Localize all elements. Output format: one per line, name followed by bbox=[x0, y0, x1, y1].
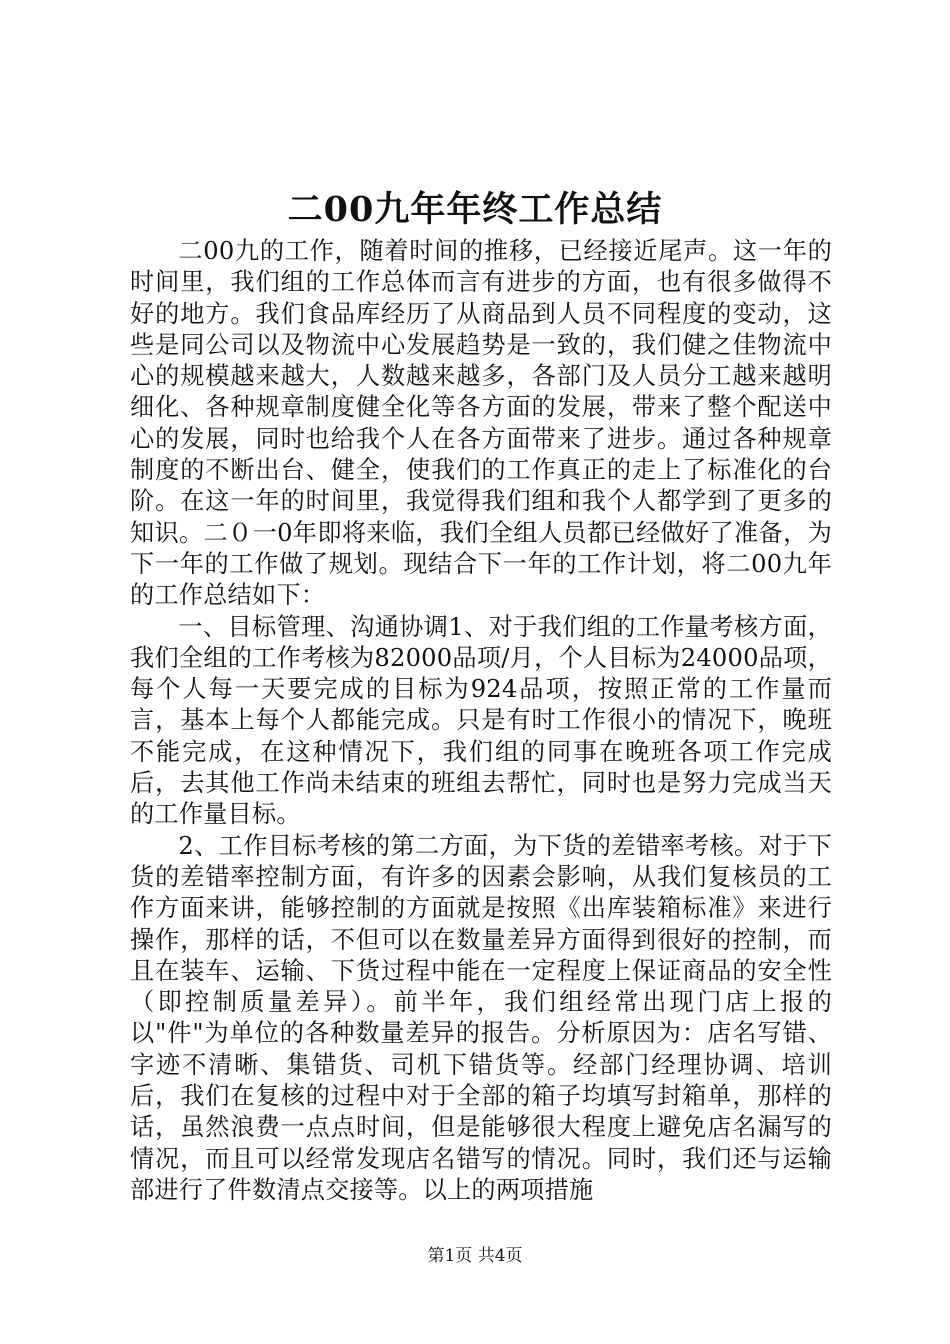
document-body bbox=[130, 236, 832, 1206]
paragraph-section-1: 一、目标管理、沟通协调1、对于我们组的工作量考核方面，我们全组的工作考核为82000品项/月，个人目标为24000品项，每个人每一天要完成的目标为924品项，按照正常的工作量而言，基本上每个人都能完成。只是有时工作很小的情况下，晚班不能完成，在这种情况下，我们组的同事在晚班各项工作完成后，去其他工作尚未结束的班组去帮忙，同时也是努力完成当天的工作量目标。 bbox=[130, 612, 832, 829]
page-number-footer: 第1页 共4页 bbox=[427, 1246, 523, 1266]
paragraph-section-2: 2、工作目标考核的第二方面，为下货的差错率考核。对于下货的差错率控制方面，有许多的因素会影响，从我们复核员的工作方面来讲，能够控制的方面就是按照《出库装箱标准》来进行操作，那样的话，不但可以在数量差异方面得到很好的控制，而且在装车、运输、下货过程中能在一定程度上保证商品的安全性（即控制质量差异）。前半年，我们组经常出现门店上报的以"件"为单位的各种数量差异的报告。分析原因为：店名写错、字迹不清晰、集错货、司机下错货等。经部门经理协调、培训后，我们在复核的过程中对于全部的箱子均填写封箱单，那样的话，虽然浪费一点点时间，但是能够很大程度上避免店名漏写的情况，而且可以经常发现店名错写的情况。同时，我们还与运输部进行了件数清点交接等。以上的两项措施 bbox=[130, 831, 832, 1204]
document-title: 二00九年年终工作总结 bbox=[287, 189, 663, 230]
paragraph-intro: 二00九的工作，随着时间的推移，已经接近尾声。这一年的时间里，我们组的工作总体而言有进步的方面，也有很多做得不好的地方。我们食品库经历了从商品到人员不同程度的变动，这些是同公司以及物流中心发展趋势是一致的，我们健之佳物流中心的规模越来越大，人数越来越多，各部门及人员分工越来越明细化、各种规章制度健全化等各方面的发展，带来了整个配送中心的发展，同时也给我个人在各方面带来了进步。通过各种规章制度的不断出台、健全，使我们的工作真正的走上了标准化的台阶。在这一年的时间里，我觉得我们组和我个人都学到了更多的知识。二０一0年即将来临，我们全组人员都已经做好了准备，为下一年的工作做了规划。现结合下一年的工作计划，将二00九年的工作总结如下： bbox=[130, 237, 832, 610]
